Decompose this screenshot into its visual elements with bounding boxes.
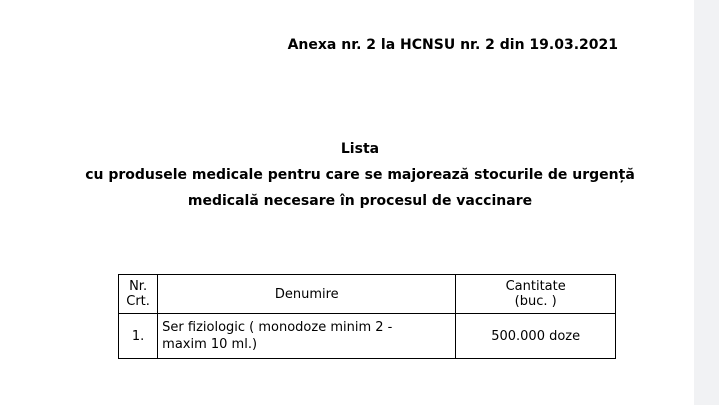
row-denumire-line2: maxim 10 ml.): [162, 337, 258, 352]
header-unit-label: (buc. ): [514, 294, 557, 309]
document-title: Lista: [340, 141, 380, 157]
row-number: 1.: [119, 314, 158, 359]
header-cantitate: [456, 275, 616, 314]
header-nr-label: Nr.: [129, 279, 148, 294]
document-subtitle-line1: cu produsele medicale pentru care se majorează stocurile de urgență: [85, 167, 635, 183]
header-crt-label: Crt.: [126, 294, 150, 309]
table-row: [119, 314, 616, 359]
row-denumire: [158, 314, 456, 359]
row-denumire-line1: Ser fiziologic ( monodoze minim 2 -: [162, 320, 393, 335]
products-table: [118, 274, 616, 359]
row-cantitate: 500.000 doze: [456, 314, 616, 359]
header-nr-crt: [119, 275, 158, 314]
document-subtitle-line2: medicală necesare în procesul de vaccinare: [187, 193, 533, 209]
header-cantitate-label: Cantitate: [505, 279, 566, 294]
header-denumire: Denumire: [158, 275, 456, 314]
annex-reference: Anexa nr. 2 la HCNSU nr. 2 din 19.03.2021: [287, 37, 618, 53]
table-header-row: [119, 275, 616, 314]
viewer-margin: [694, 0, 719, 405]
